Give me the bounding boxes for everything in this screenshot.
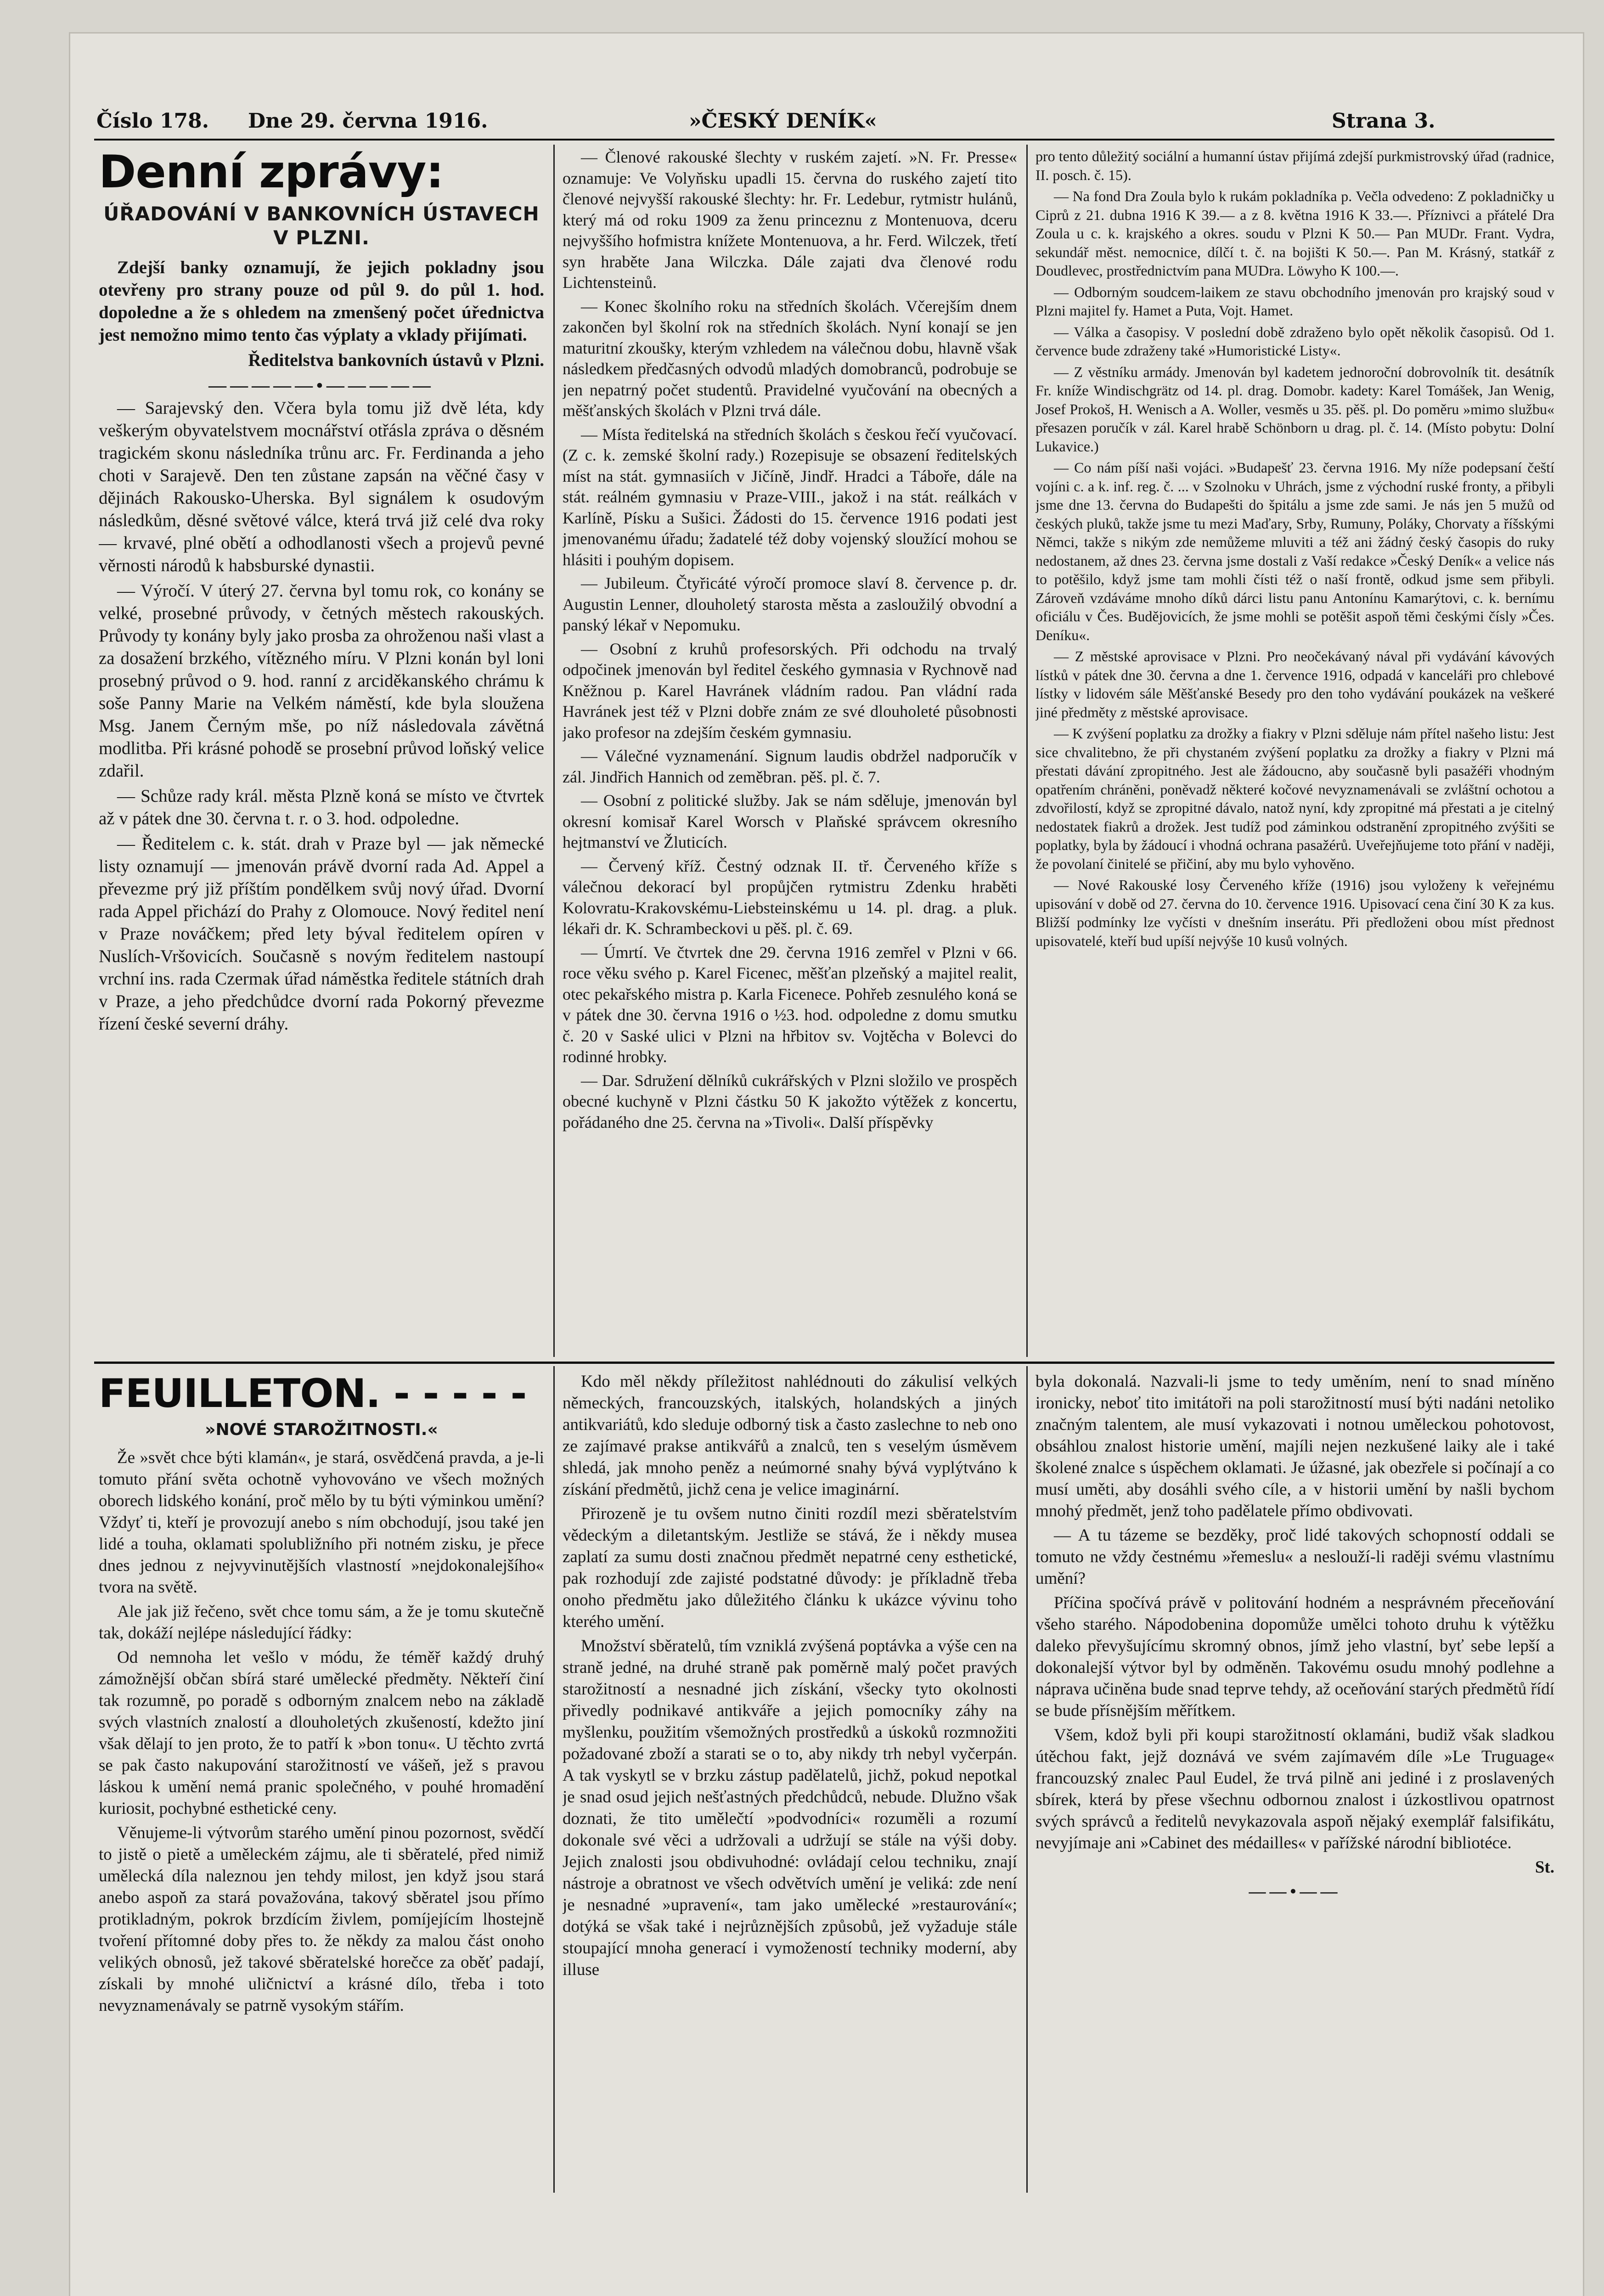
- feuilleton-paragraph: byla dokonalá. Nazvali-li jsme to tedy uměním, není to snad míněno ironicky, neboť tito imitátoři na poli starožitností musí býti nadáni netoliko značným talentem, ale musí vykazovati i notnou uměleckou pohotovost, obsáhlou znalost historie umění, majíli nejen nezkušené laiky ale i také školené znalce s úspěchem oklamati. Je úžasné, jak obezřele si počínají a co musí uměti, aby dosáhli svého cíle, a v historii umění by našli bychom mnohý předmět, jenž toho padělatele přímo obdivovati.: [1036, 1372, 1554, 1520]
- news-decoration: — Válečné vyznamenání. Signum laudis obdržel nadporučík v zál. Jindřich Hannich od zeměbran. pěš. pl. č. 7.: [563, 747, 1017, 786]
- news-war-magazines: — Válka a časopisy. V poslední době zdraženo bylo opět několik časopisů. Od 1. července bude zdraženy také »Humoristické Listy«.: [1036, 323, 1554, 359]
- news-professors: — Osobní z kruhů profesorských. Při odchodu na trvalý odpočinek jmenován byl ředitel českého gymnasia v Rychnově nad Kněžnou p. Karel Havránek vládním radou. Pan vládní rada Havránek jest též v Plzni dobře znám ze své dlouholeté působnosti jako profesor na zdejším českém gymnasiu.: [563, 639, 1017, 742]
- news-director-posts: — Místa ředitelská na středních školách s českou řečí vyučovací. (Z c. k. zemské školní rady.) Rozepisuje se obsazení ředitelských míst na stát. gymnasiích v Jičíně, Jindř. Hradci a Táboře, dále na stát. reálném gymnasiu v Praze-VIII., jakož i na stát. reálkách v Karlíně, Písku a Sušici. Žádosti do 15. července 1916 podati jest jmenovanému úřadu; žadatelé též doby vojenský sloužící mohou se hlásiti i pouhým dopisem.: [563, 425, 1017, 569]
- news-donation: — Dar. Sdružení dělníků cukrářských v Plzni složilo ve prospěch obecné kuchyně v Plzni částku 50 K jakožto výtěžek z koncertu, pořádaného dne 25. června na »Tivoli«. Další příspěvky: [563, 1071, 1017, 1131]
- column-rule: [553, 145, 555, 1357]
- newspaper-page: [69, 32, 1584, 2296]
- feuilleton-paragraph: Od nemnoha let vešlo v módu, že téměř každý druhý zámožnější občan sbírá staré umělecké předměty. Někteří činí tak rozumně, po poradě s odborným znalcem nebo na základě svých vlastních znalostí a dlouholetých zkušeností, kdežto jiní však dělají to jen proto, že to patří k »bon tonu«. U těchto zvrtá se pak často nakupování starožitností ve vášeň, jež s pravou láskou k umění nemá pranic společného, v pouhé hromadění kuriosit, pochybné esthetické ceny.: [99, 1648, 544, 1818]
- masthead-title: »ČESKÝ DENÍK«: [689, 109, 877, 133]
- news-column-left: [99, 147, 544, 1355]
- feuilleton-subtitle: »NOVÉ STAROŽITNOSTI.«: [205, 1420, 438, 1439]
- section-title-denni-zpravy: Denní zprávy:: [99, 147, 444, 198]
- headline-bank-hours: ÚŘADOVÁNÍ V BANKOVNÍCH ÚSTAVECH V PLZNI.: [103, 203, 540, 249]
- end-ornament: ——•——: [1249, 1882, 1341, 1901]
- feuilleton-paragraph: — A tu tázeme se bezděky, proč lidé takových schopností oddali se tomuto ne vždy čestnému »řemeslu« a neslouží-li raději svému vlastnímu umění?: [1036, 1526, 1554, 1588]
- feuilleton-column-3: [1036, 1371, 1554, 2193]
- feuilleton-signature: St.: [1535, 1858, 1554, 1877]
- separator-ornament: —————•—————: [208, 376, 434, 395]
- news-bank-signature: Ředitelstva bankovních ústavů v Plzni.: [248, 350, 544, 370]
- feuilleton-paragraph: Věnujeme-li výtvorům starého umění pinou pozornost, svědčí to jistě o pietě a uměleckém zájmu, ale ti sběratelé, před nimiž umělecká díla naleznou jen tehdy milost, jen když jsou stará anebo aspoň za stará považována, takový sběratel jsou přímo protikladným, pokrok brzdícím živlem, pomíjejícím lhostejně tvoření přítomné doby přes to. že někdy za malou část onoho velikých obnosů, jež takové sběratelské horečce za oběť padají, získali by mnohé uličnictví a krásné dílo, třeba i toto nevyznamenávaly se patrně vysokým stářím.: [99, 1823, 544, 2015]
- news-bank-hours: Zdejší banky oznamují, že jejich pokladny jsou otevřeny pro strany pouze od půl 9. do půl 1. hod. dopoledne a že s ohledem na zmenšený počet úřednictva jest nemožno mimo tento čas výplaty a vklady přijímati.: [99, 258, 544, 345]
- feuilleton-title: FEUILLETON. - - - - -: [99, 1371, 527, 1417]
- news-column-middle: [563, 147, 1017, 1355]
- feuilleton-column-2: [563, 1371, 1017, 2193]
- news-social-institute: pro tento důležitý sociální a humanní ústav přijímá zdejší purkmistrovský úřad (radnice, II. posch. č. 15).: [1036, 148, 1554, 183]
- news-nobility-captivity: — Členové rakouské šlechty v ruském zajetí. »N. Fr. Presse« oznamuje: Ve Volyňsku upadli 15. června do ruského zajetí tito členové nejvyšší rakouské šlechty: hr. Fr. Ledebur, rytmistr hulánů, který má od roku 1909 za ženu princeznu z Montenuova, dceru nejvyššího hofmistra knížete Montenuova, a hr. Ferd. Wilczek, třetí syn hraběte Jana Wilczka. Dále zajati dva členové rodu Lichtensteinů.: [563, 148, 1017, 292]
- feuilleton-paragraph: Příčina spočívá právě v politování hodném a nesprávném přeceňování všeho starého. Nápodobenina dopomůže umělci tohoto druhu k výtěžku daleko převyšujícímu skromný obnos, jímž jeho vlastní, byť sebe lepší a dokonalejší výtvor byl by odměněn. Takovému osudu mnohý podlehne a náprava učiněna bude snad teprve tehdy, až oceňování starých předmětů řídí se bude přísnějším měřítkem.: [1036, 1593, 1554, 1720]
- issue-date: Dne 29. června 1916.: [248, 109, 488, 133]
- news-anniversary: — Výročí. V úterý 27. června byl tomu rok, co konány se velké, prosebné průvody, v četných městech rakouských. Průvody ty konány byly jako prosba za ohroženou naši vlast a za dosažení brzkého, vítězného míru. V Plzni konán byl loni prosebný průvod o 9. hod. ranní z arciděkanského chrámu k soše Panny Marie na Velkém náměstí, kde byla sloužena Msg. Janem Černým mše, po níž následovala závětná modlitba. Při krásné pohodě se prosební průvod loňský velice zdařil.: [99, 581, 544, 781]
- feuilleton-paragraph: Všem, kdož byli při koupi starožitností oklamáni, budiž však sladkou útěchou fakt, jejž doznává ve svém zajímavém díle »Le Truguage« francouzský znalec Paul Eudel, že trvá pilně ani jediné i z proslavených sbírek, která by přese všechnu odbornou znalost i úzkostlivou opatrnost svých správců a ředitelů nevykazovala aspoň nějaký exemplář falsifikátu, nevyjímaje ani »Cabinet des médailles« v pařížské národní bibliotéce.: [1036, 1726, 1554, 1852]
- news-school-year-end: — Konec školního roku na středních školách. Včerejším dnem zakončen byl školní rok na středních školách. Nyní konají se jen maturitní zkoušky, kterým vzhledem na válečnou dobu, hlavně však následkem předčasných odvodů mladých domobranců, podrobuje se jen nepatrný počet studentů. Pravidelné vyučování na obecných a měšťanských školách v Plzni trvá dále.: [563, 297, 1017, 420]
- news-political-service: — Osobní z politické služby. Jak se nám sděluje, jmenován byl okresní komisař Karel Worsch v Plaňské správcem okresního hejtmanství ve Žluticích.: [563, 791, 1017, 851]
- issue-number: Číslo 178.: [96, 109, 209, 133]
- news-column-right: [1036, 147, 1554, 1355]
- news-red-cross-lottery: — Nové Rakouské losy Červeného kříže (1916) jsou vyloženy k veřejnému upisování v době od 27. června do 10. července 1916. Upisovací cena činí 30 K za kus. Bližší podmínky lze vyčísti v dnešním inserátu. Při předloženi obou míst přednost upisovatelé, kteří bud upíší nejvýše 10 kusů volných.: [1036, 877, 1554, 949]
- feuilleton-separator: [94, 1362, 1554, 1364]
- news-zoul-fund: — Na fond Dra Zoula bylo k rukám pokladníka p. Večla odvedeno: Z pokladničky u Ciprů z 21. dubna 1916 K 39.— a z 8. května 1916 K 33.—. Příznivci a přátelé Dra Zoula u c. k. krajského a okres. soudu v Plzni K 50.— Pan MUDr. Frant. Vydra, sekundář měst. nemocnice, dílčí t. č. na bojišti K 50.—. Pan M. Krásný, statkář z Doudlevec, prostřednictvím pana MUDra. Löwyho K 100.—.: [1036, 188, 1554, 279]
- feuilleton-paragraph: Kdo měl někdy příležitost nahlédnouti do zákulisí velkých německých, francouzských, italských, holandských a jiných antikvariátů, kdo sleduje odborný tisk a často zaslechne to neb ono ze zajímavé prakse antikvářů a znalců, ten s veselým úsměvem shledá, jak mnoho peněz a neúmorné snahy bývá vyplýtváno k získání předmětů, jichž cena je velice imaginární.: [563, 1372, 1017, 1499]
- news-council-meeting: — Schůze rady král. města Plzně koná se místo ve čtvrtek až v pátek dne 30. června t. r. o 3. hod. odpoledne.: [99, 786, 544, 828]
- news-lay-judge: — Odborným soudcem-laikem ze stavu obchodního jmenován pro krajský soud v Plzni majitel fy. Hamet a Puta, Vojt. Hamet.: [1036, 283, 1554, 319]
- column-rule: [553, 1366, 555, 2193]
- news-jubilee: — Jubileum. Čtyřicáté výročí promoce slaví 8. července p. dr. Augustin Lenner, dlouholetý starosta města a zasloužilý obvodní a panský lékař v Nepomuku.: [563, 574, 1017, 634]
- page-number: Strana 3.: [1332, 109, 1435, 133]
- news-death: — Úmrtí. Ve čtvrtek dne 29. června 1916 zemřel v Plzni v 66. roce věku svého p. Karel Ficenec, měšťan plzeňský a majitel realit, otec pekařského mistra p. Karla Ficenece. Pohřeb zesnulého koná se v pátek dne 30. června 1916 o ½3. hod. odpoledne z domu smutku č. 20 v Saské ulici v Plzni na hřbitov sv. Vojtěcha v Bolevci do rodinné hrobky.: [563, 943, 1017, 1066]
- news-city-provisions: — Z městské aprovisace v Plzni. Pro neočekávaný nával při vydávání kávových lístků v pátek dne 30. června a dne 1. července 1916, odpadá v kanceláři pro chlebové lístky v lidovém sále Měšťanské Besedy pro den toho vydávání poukázek na veškeré jiné předměty z městské aprovisace.: [1036, 648, 1554, 720]
- feuilleton-paragraph: Přirozeně je tu ovšem nutno činiti rozdíl mezi sběratelstvím vědeckým a diletantským. Jestliže se stává, že i někdy musea zaplatí za sumu dosti značnou předmět nepatrné ceny esthetické, pak rozhodují zde zajisté podstatné důvody: je příkladně třeba onoho předmětu jako důležitého článku k ukázce vývinu toho kterého umění.: [563, 1504, 1017, 1631]
- news-army-bulletin: — Z věstníku armády. Jmenován byl kadetem jednoroční dobrovolník tit. desátník Fr. kníže Windischgrätz od 14. pl. drag. Domobr. kadety: Karel Tomášek, Jan Wenig, Josef Prokoš, H. Wenisch a A. Woller, vesměs u 35. pěš. pl. Do poměru »mimo službu« přesazen poručík v zál. Karel hrabě Schönborn u drag. pl. č. 14. (Místo pobytu: Dolní Lukavice.): [1036, 363, 1554, 455]
- column-rule: [1026, 1366, 1028, 2193]
- column-rule: [1026, 145, 1028, 1357]
- feuilleton-paragraph: Množství sběratelů, tím vzniklá zvýšená poptávka a výše cen na straně jedné, na druhé straně pak poměrně malý počet pravých starožitností a nesnadné jich získání, všecky tyto okolnosti přivedly podnikavé antikváře a jejich pomocníky záhy na myšlenku, použitím všemožných prostředků a úskoků rozmnožiti požadované zboží a starati se o to, aby nikdy trh nebyl vyčerpán. A tak vyskytl se v brzku zástup padělatelů, jichž, pokud nepotkal je snad osud jejich nešťastných předchůdců, nebude. Dlužno však doznati, že tito umělečtí »podvodníci« rozuměli a rozumí dokonale své věci a udržovali a udržují se stále na výši doby. Jejich znalosti jsou obdivuhodné: ovládají celou techniku, znají nástroje a obratnost ve všech odvětvích umění je veliká: zde není je nesnadné »upravení«, tam jako umělecké »restaurování«; dotýká se však také i nejrůznějších způsobů, jež vyžaduje stále stoupající mnoha generací i vymožeností techniky moderní, aby illuse: [563, 1637, 1017, 1979]
- news-soldiers-letter: — Co nám píší naši vojáci. »Budapešť 23. června 1916. My níže podepsaní čeští vojíni c. a k. inf. reg. č. ... v Szolnoku v Uhrách, jsme z východní ruské fronty, a přibyli jsme dne 13. června do Budapešti do špitálu a jsme zde sami. Je nás jen 5 mužů od českých pluků, takže jsme tu mezi Maďary, Srby, Rumuny, Poláky, Chorvaty a říšskými Němci, takže s nikým zde nemůžeme mluviti a též ani žádný český časopis do ruky nedostanem, až dnes 23. června jsme dostali z Vaší redakce »Český Deník« a velice nás to potěšilo, když jsme tam mohli čísti též o naší frontě, odkud jsme sem přibyli. Zároveň vzdáváme mnoho díků dárci listu panu Antonínu Kamarýtovi, c. k. bernímu oficiálu v Čes. Budějovicích, že jsme mohli se potěšit aspoň těmi českými čísly »Čes. Deníku«.: [1036, 459, 1554, 643]
- news-sarajevo: — Sarajevský den. Včera byla tomu již dvě léta, kdy veškerým obyvatelstvem mocnářství otřásla zpráva o děsném tragickém skonu následníka trůnu arc. Fr. Ferdinanda a jeho choti v Sarajevě. Den ten zůstane zapsán na věčné časy v dějinách Rakousko-Uherska. Byl signálem k osudovým následkům, děsné světové válce, která trvá již celé dva roky — krvavé, plné obětí a odhodlanosti všech a projevů pevné věrnosti národů k habsburské dynastii.: [99, 398, 544, 575]
- masthead-rule: [94, 139, 1554, 141]
- news-railway-director: — Ředitelem c. k. stát. drah v Praze byl — jak německé listy oznamují — jmenován právě dvorní rada Ad. Appel a převezme prý již příštím pondělkem svůj nový úřad. Dvorní rada Appel přichází do Prahy z Olomouce. Nový ředitel není v Praze nováčkem; před lety býval ředitelem opíren v Nuslích-Vršovicích. Současně s novým ředitelem nastoupí vrchní ins. rada Czermak úřad náměstka ředitele státních drah v Praze, a jeho předchůdce dvorní rada Pokorný převezme řízení české severní dráhy.: [99, 834, 544, 1034]
- feuilleton-paragraph: Že »svět chce býti klamán«, je stará, osvědčená pravda, a je-li tomuto přání světa ochotně vyhovováno ve všech možných oborech lidského konání, proč mělo by tu býti výminkou umění? Vždyť ti, kteří je provozují anebo s ním obchodují, jsou také jen lidé a touha, oklamati spolubližního při notném zisku, je přece dnes jednou z nejvyvinutějších vlastností »nejdokonalejšího« tvora na světě.: [99, 1448, 544, 1597]
- news-red-cross: — Červený kříž. Čestný odznak II. tř. Červeného kříže s válečnou dekorací byl propůjčen rytmistru Zdenku hraběti Kolovratu-Krakovskému-Liebsteinskému u 14. pl. drag. a pluk. lékaři dr. K. Schrambeckovi u pěš. pl. č. 69.: [563, 856, 1017, 938]
- feuilleton-paragraph: Ale jak již řečeno, svět chce tomu sám, a že je tomu skutečně tak, dokáží nejlépe následující řádky:: [99, 1602, 544, 1643]
- feuilleton-column-1: [99, 1371, 544, 2193]
- news-cab-fees: — K zvýšení poplatku za drožky a fiakry v Plzni sděluje nám přítel našeho listu: Jest sice chvalitebno, že při chystaném zvýšení poplatku za drožky a fiakry v Plzni má přestati dávání zpropitného. Jest ale žádoucno, aby současně byli pasažéři vhodným opatřením chráněni, poněvadž některé kočové nevyznamenávali se zvláštní ochotou a zdvořilostí, když se zpropitné dávalo, natož nyní, kdy zpropitné má přestati a je citelný nedostatek fiakrů a drožek. Jest tudíž pod záminkou odstranění zpropitného zvýšiti se poplatky, byla by žádoucí i vhodná ochrana pasažérů. Uveřejňujeme toto přání v naději, že povolaní činitelé se přičiní, aby mu bylo vyhověno.: [1036, 725, 1554, 872]
